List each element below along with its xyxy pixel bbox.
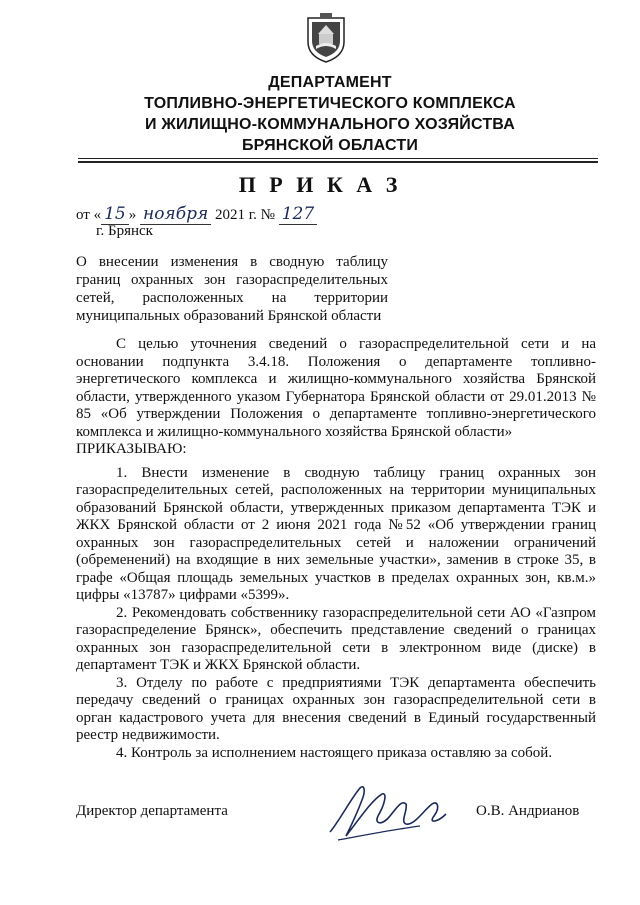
intro-paragraph: С целью уточнения сведений о газораспределительной сети и на основании подпункта 3.4.18. Положения о департаменте топливно-энергетического комплекса и жилищно-коммунального хозяйства Брянской области, утвержденного указом Губернатора Брянской области от 29.01.2013 № 85 «Об утверждении Положения о департаменте топливно-энергетического комплекса и жилищно-коммунального хозяйства Брянской области»	[76, 336, 596, 440]
header-divider-thick	[78, 161, 598, 163]
item-1: 1. Внести изменение в сводную таблицу границ охранных зон газораспределительных сетей, расположенных на территории муниципальных образований Брянской области, утвержденных приказом департамента ТЭК и ЖКХ Брянской области от 2 июня 2021 года №52 «Об утверждении границ охранных зон газораспределительных сетей и наложении ограничений (обременений) на входящие в них земельные участки», заменив в строке 35, в графе «Общая площадь земельных участков в пределах охранных зон, кв.м.» цифры «13787» цифрами «5399».	[76, 464, 596, 603]
city: г. Брянск	[96, 223, 153, 239]
item-3: 3. Отделу по работе с предприятиями ТЭК департамента обеспечить передачу сведений о границах охранных зон газораспределительной сети в орган кадастрового учета для внесения сведений в Единый государственный реестр недвижимости.	[76, 674, 596, 743]
date-month: ноября	[140, 204, 211, 225]
item-2: 2. Рекомендовать собственнику газораспределительной сети АО «Газпром газораспределение Брянск», обеспечить представление сведений о границах охранных зон газораспределительной сети в электронном виде (диске) в департамент ТЭК и ЖКХ Брянской области.	[76, 604, 596, 673]
header-divider-thin	[78, 158, 598, 159]
coat-of-arms-emblem	[304, 12, 348, 64]
header-line-3: И ЖИЛИЩНО-КОММУНАЛЬНОГО ХОЗЯЙСТВА	[144, 116, 516, 133]
date-year: 2021 г. №	[211, 207, 279, 223]
header-line-2: ТОПЛИВНО-ЭНЕРГЕТИЧЕСКОГО КОМПЛЕКСА	[144, 95, 516, 112]
order-body	[76, 336, 596, 762]
order-date-line	[76, 204, 317, 224]
handwritten-signature	[320, 770, 460, 850]
signer-title: Директор департамента	[76, 803, 228, 819]
order-title: П Р И К А З	[238, 172, 402, 197]
item-4: 4. Контроль за исполнением настоящего приказа оставляю за собой.	[116, 744, 553, 761]
date-mid: »	[128, 207, 140, 223]
department-header	[100, 72, 560, 156]
signer-name: О.В. Андрианов	[476, 803, 580, 819]
date-day: 15	[101, 204, 129, 225]
order-word: ПРИКАЗЫВАЮ:	[76, 441, 187, 457]
order-subject: О внесении изменения в сводную таблицу границ охранных зон газораспределительных сетей, расположенных на территории муниципальных образований Брянской области	[76, 254, 388, 324]
order-number: 127	[279, 204, 317, 225]
header-line-4: БРЯНСКОЙ ОБЛАСТИ	[241, 137, 419, 154]
date-prefix: от «	[76, 207, 102, 223]
header-line-1: ДЕПАРТАМЕНТ	[268, 74, 392, 91]
